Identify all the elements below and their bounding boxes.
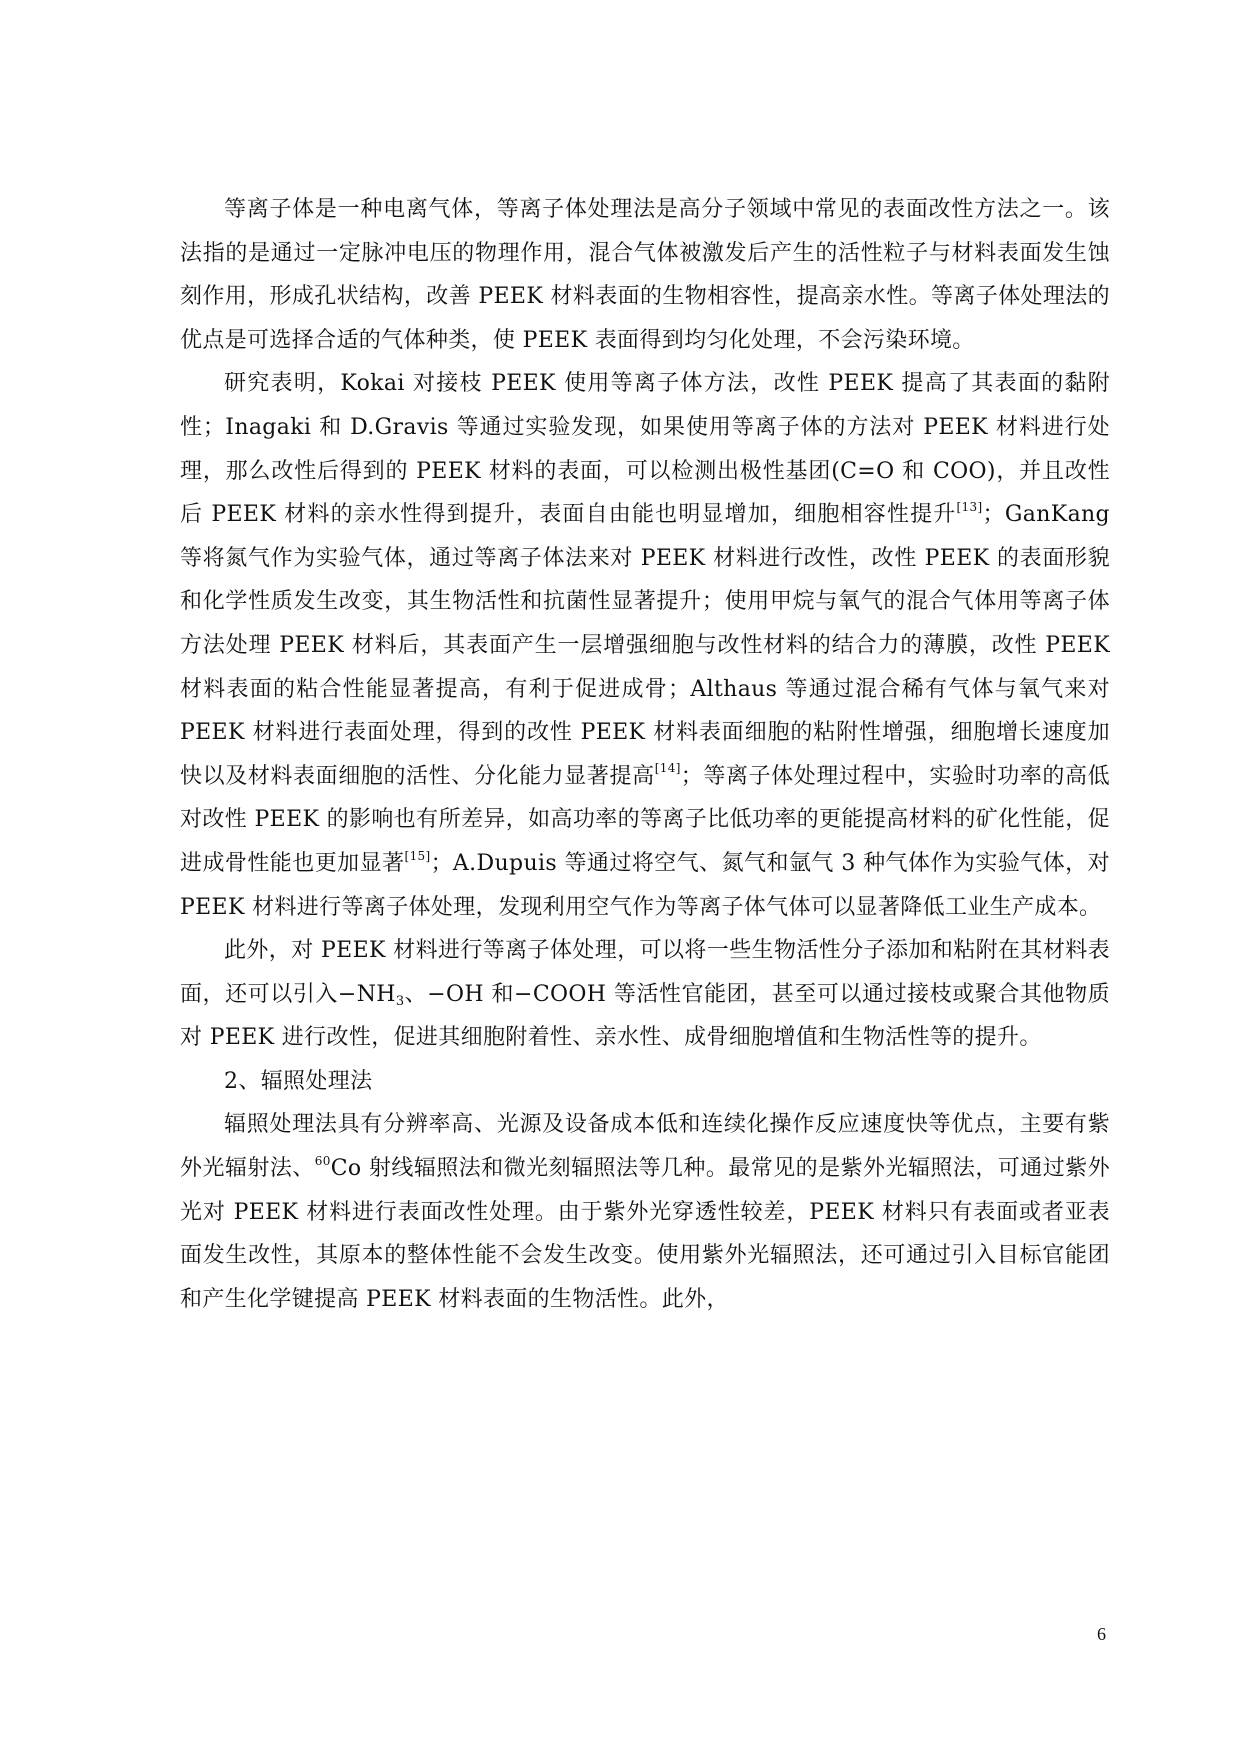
paragraph-plasma-intro — [180, 188, 1110, 362]
paragraph-functional-groups — [180, 929, 1110, 1060]
paragraph-text: Co 射线辐照法和微光刻辐照法等几种。最常见的是紫外光辐照法，可通过紫外光对 PEEK 材料进行表面改性处理。由于紫外光穿透性较差，PEEK 材料只有表面或者亚表面发生改性，其原本的整体性能不会发生改变。使用紫外光辐照法，还可通过引入目标官能团和产生化学键提高 PEEK 材料表面的生物活性。此外， — [180, 1156, 1110, 1312]
section-heading-text: 2、辐照处理法 — [224, 1068, 373, 1094]
citation-14: [14] — [654, 761, 681, 776]
paragraph-text: 研究表明，Kokai 对接枝 PEEK 使用等离子体方法，改性 PEEK 提高了其表面的黏附性；Inagaki 和 D.Gravis 等通过实验发现，如果使用等离子体的方法对 PEEK 材料进行处理，那么改性后得到的 PEEK 材料的表面，可以检测出极性基团(C=O 和 COO)，并且改性后 PEEK 材料的亲水性得到提升，表面自由能也明显增加，细胞相容性提升 — [180, 371, 1110, 528]
section-heading-irradiation — [180, 1060, 1110, 1104]
paragraph-irradiation-method — [180, 1103, 1110, 1321]
page-number: 6 — [1097, 1624, 1106, 1644]
paragraph-text: 等离子体是一种电离气体，等离子体处理法是高分子领域中常见的表面改性方法之一。该法指的是通过一定脉冲电压的物理作用，混合气体被激发后产生的活性粒子与材料表面发生蚀刻作用，形成孔状结构，改善 PEEK 材料表面的生物相容性，提高亲水性。等离子体处理法的优点是可选择合适的气体种类，使 PEEK 表面得到均匀化处理，不会污染环境。 — [180, 197, 1110, 353]
citation-13: [13] — [956, 499, 983, 514]
paragraph-text: ；GanKang 等将氮气作为实验气体，通过等离子体法来对 PEEK 材料进行改性，改性 PEEK 的表面形貌和化学性质发生改变，其生物活性和抗菌性显著提升；使用甲烷与氧气的混合气体用等离子体方法处理 PEEK 材料后，其表面产生一层增强细胞与改性材料的结合力的薄膜，改性 PEEK 材料表面的粘合性能显著提高，有利于促进成骨；Althaus 等通过混合稀有气体与氧气来对 PEEK 材料进行表面处理，得到的改性 PEEK 材料表面细胞的粘附性增强，细胞增长速度加快以及材料表面细胞的活性、分化能力显著提高 — [180, 502, 1110, 789]
paragraph-text: 此外，对 PEEK 材料进行等离子体处理，可以将一些生物活性分子添加和粘附在其材料表面，还可以引入−NH — [180, 938, 1110, 1007]
paragraph-text: ；A.Dupuis 等通过将空气、氮气和氩气 3 种气体作为实验气体，对 PEEK 材料进行等离子体处理，发现利用空气作为等离子体气体可以显著降低工业生产成本。 — [180, 850, 1110, 920]
paragraph-text: 、−OH 和−COOH 等活性官能团，甚至可以通过接枝或聚合其他物质对 PEEK 进行改性，促进其细胞附着性、亲水性、成骨细胞增值和生物活性等的提升。 — [180, 981, 1110, 1051]
subscript-3: 3 — [395, 993, 405, 1009]
paragraph-research-findings — [180, 362, 1110, 929]
paragraph-text: ；等离子体处理过程中，实验时功率的高低对改性 PEEK 的影响也有所差异，如高功率的等离子比低功率的更能提高材料的矿化性能，促进成骨性能也更加显著 — [180, 763, 1110, 876]
superscript-60: 60 — [314, 1153, 331, 1168]
document-body — [180, 188, 1110, 1321]
citation-15: [15] — [404, 848, 431, 863]
paragraph-text: 辐照处理法具有分辨率高、光源及设备成本低和连续化操作反应速度快等优点，主要有紫外光辐射法、 — [180, 1112, 1110, 1182]
